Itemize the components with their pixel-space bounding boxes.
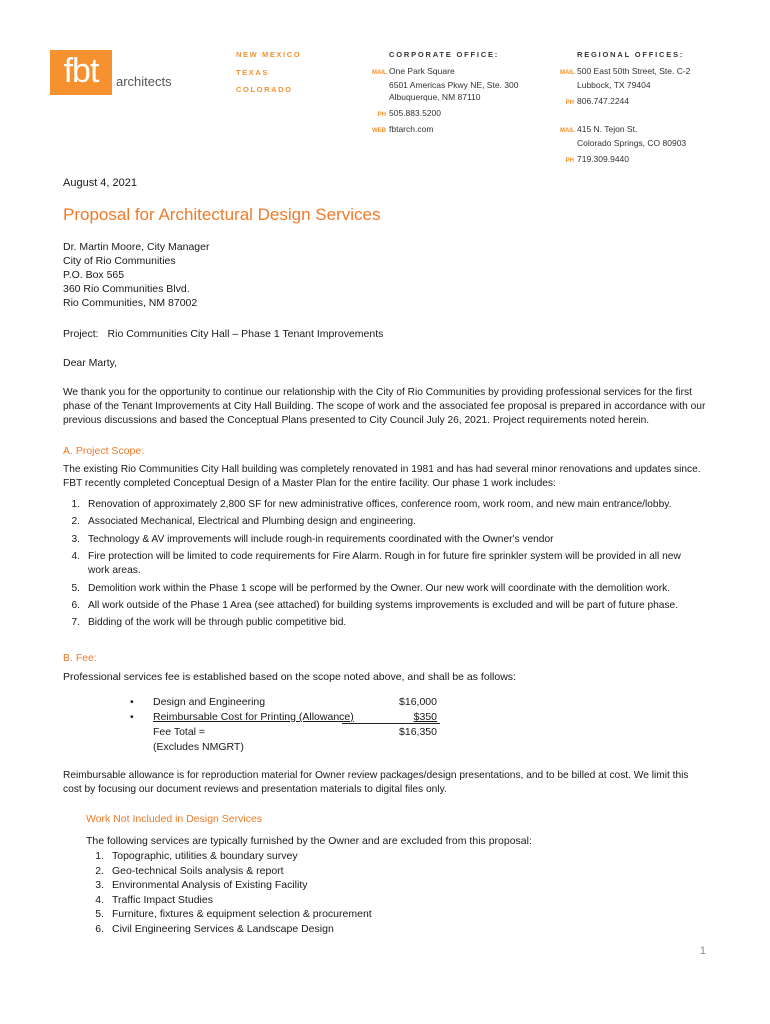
- fee-total-label: Fee Total =: [153, 726, 206, 738]
- section-a-heading: A. Project Scope:: [63, 445, 145, 457]
- paragraph-line: The existing Rio Communities City Hall building was completely renovated in 1981 and has had several minor renovations and updates since.: [63, 464, 701, 475]
- list-item: 4. Fire protection will be limited to code requirements for Fire Alarm. Rough in for future fire sprinkler system will be provided in all new work areas.: [71, 550, 681, 576]
- project-value: Rio Communities City Hall – Phase 1 Tenant Improvements: [107, 328, 384, 340]
- fee-label: Reimbursable Cost for Printing (Allowance): [153, 711, 354, 723]
- not-included-paragraph: The following services are typically furnished by the Owner and are excluded from this proposal:: [86, 835, 532, 847]
- regional-offices-heading: REGIONAL OFFICES:: [577, 50, 685, 59]
- scope-list: [60, 496, 681, 632]
- fee-total-amount: $16,350: [399, 726, 437, 738]
- regional-office2-line1: 415 N. Tejon St.: [577, 124, 638, 134]
- list-item: 5. Demolition work within the Phase 1 scope will be performed by the Owner. Our new work will coordinate with the demolition work.: [71, 582, 671, 594]
- regional-office1-line2: Lubbock, TX 79404: [577, 80, 651, 90]
- section-b-paragraph: Professional services fee is established based on the scope noted above, and shall be as follows:: [63, 671, 516, 683]
- logo-wordmark: architects: [116, 74, 172, 89]
- web-tag: WEB: [372, 128, 386, 134]
- paragraph-line: FBT recently completed Conceptual Design of a Master Plan for the entire facility. Our phase 1 work includes:: [63, 478, 556, 489]
- list-item: 6. All work outside of the Phase 1 Area (see attached) for building systems improvements is excluded and will be part of future phase.: [71, 600, 679, 612]
- page-title: Proposal for Architectural Design Services: [63, 205, 381, 224]
- fee-total-note: (Excludes NMGRT): [153, 741, 244, 753]
- list-item: 5. Furniture, fixtures & equipment selection & procurement: [95, 908, 372, 921]
- intro-line: We thank you for the opportunity to continue our relationship with the City of Rio Communities by providing professional services for the first: [63, 387, 692, 398]
- phone-tag: PH: [377, 112, 386, 118]
- intro-line: previous discussions and based the Conceptual Plans presented to City Council July 26, 2021. Project requirements noted herein.: [63, 415, 650, 426]
- fbt-logo: fbt: [50, 50, 112, 95]
- list-item: 1. Topographic, utilities & boundary survey: [95, 850, 298, 862]
- intro-line: phase of the Tenant Improvements at City Hall Building. The scope of work and the associated fee proposal is prepared in accordance with our: [63, 401, 706, 412]
- regional-office1-line1: 500 East 50th Street, Ste. C-2: [577, 66, 691, 76]
- list-item: 7. Bidding of the work will be through public competitive bid.: [71, 617, 347, 629]
- address-line: Rio Communities, NM 87002: [63, 297, 198, 309]
- corporate-line1: One Park Square: [389, 66, 455, 76]
- fee-label: Design and Engineering: [153, 696, 266, 708]
- address-line: City of Rio Communities: [63, 255, 176, 267]
- fee-divider: [342, 723, 440, 724]
- fee-row: [130, 710, 440, 724]
- recipient-address: [63, 240, 209, 310]
- list-item: 1. Renovation of approximately 2,800 SF for new administrative offices, conference room, work room, and new main entrance/lobby.: [71, 499, 672, 510]
- state-new-mexico: NEW MEXICO: [236, 50, 302, 59]
- list-item: 6. Civil Engineering Services & Landscape Design: [95, 922, 334, 935]
- fee-amount: $350: [413, 711, 437, 723]
- list-item: 3. Technology & AV improvements will include rough-in requirements coordinated with the Owner's vendor: [71, 533, 554, 545]
- not-included-heading: Work Not Included in Design Services: [86, 813, 263, 825]
- state-colorado: COLORADO: [236, 85, 293, 94]
- corporate-line3: Albuquerque, NM 87110: [389, 92, 481, 102]
- corporate-office-heading: CORPORATE OFFICE:: [389, 50, 500, 59]
- regional-offices-block: REGIONAL OFFICES: MAIL 500 East 50th Street, Ste. C-2 Lubbock, TX 79404 PH 806.747.2244 MAIL 415 N. Tejon St. Colorado Springs, CO 80903 PH 719.309.9440: [560, 50, 691, 164]
- list-item: 3. Environmental Analysis of Existing Facility: [95, 879, 308, 892]
- paragraph-line: Reimbursable allowance is for reproduction material for Owner review packages/design presentations, and to be billed at cost. We limit this: [63, 770, 689, 781]
- intro-paragraph: [63, 386, 705, 428]
- list-item: 2. Geo-technical Soils analysis & report: [95, 864, 284, 877]
- bullet-icon: •: [130, 696, 134, 708]
- mail-tag: MAIL: [372, 70, 387, 76]
- regional-office2-line2: Colorado Springs, CO 80903: [577, 138, 687, 148]
- address-line: Dr. Martin Moore, City Manager: [63, 241, 210, 253]
- letter-date: August 4, 2021: [63, 177, 138, 189]
- corporate-phone: 505.883.5200: [389, 108, 441, 118]
- section-b-heading: B. Fee:: [63, 652, 97, 664]
- section-a-paragraph: [63, 463, 701, 491]
- list-item: 2. Associated Mechanical, Electrical and Plumbing design and engineering.: [71, 516, 416, 528]
- page-number: 1: [699, 945, 706, 957]
- salutation: Dear Marty,: [63, 357, 118, 369]
- reimbursable-paragraph: [63, 769, 689, 797]
- address-line: P.O. Box 565: [63, 269, 125, 281]
- regional-office2-phone: 719.309.9440: [577, 154, 629, 164]
- corporate-line2: 6501 Americas Pkwy NE, Ste. 300: [389, 80, 519, 90]
- regional-office1-phone: 806.747.2244: [577, 96, 629, 106]
- address-line: 360 Rio Communities Blvd.: [63, 283, 190, 295]
- project-label: Project:: [63, 328, 99, 340]
- corporate-office-block: [372, 50, 518, 137]
- project-line: [63, 327, 383, 341]
- fee-amount: $16,000: [399, 696, 437, 708]
- paragraph-line: cost by focusing our document reviews and presentation materials to digital files only.: [63, 784, 447, 795]
- corporate-web-link[interactable]: fbtarch.com: [389, 124, 434, 134]
- state-texas: TEXAS: [236, 68, 270, 77]
- bullet-icon: •: [130, 711, 134, 723]
- list-item: 4. Traffic Impact Studies: [95, 893, 213, 906]
- not-included-list: [84, 849, 372, 937]
